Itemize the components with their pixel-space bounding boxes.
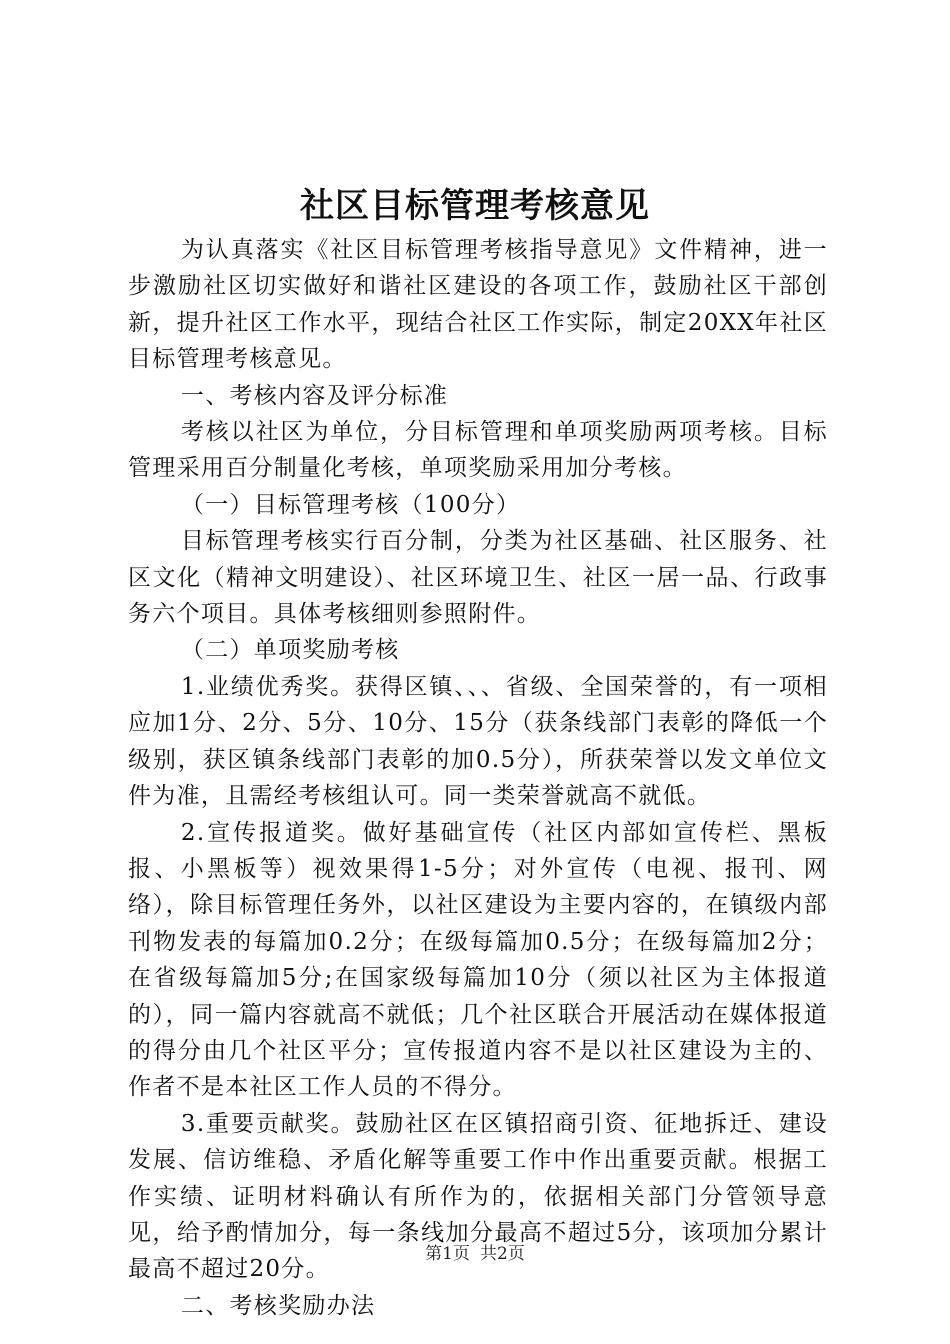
page-footer [0, 1242, 950, 1266]
section-heading-1: 一、考核内容及评分标准 [180, 382, 449, 409]
subsection-heading-1: （一）目标管理考核（100分） [180, 491, 521, 518]
page-number-total: 共2页 [480, 1244, 525, 1264]
paragraph-target-management: 目标管理考核实行百分制，分类为社区基础、社区服务、社区文化（精神文明建设）、社区环境卫生、社区一居一品、行政事务六个项目。具体考核细则参照附件。 [128, 528, 828, 628]
page-number-current: 第1页 [425, 1244, 470, 1264]
paragraph-award-publicity: 2.宣传报道奖。做好基础宣传（社区内部如宣传栏、黑板报、小黑板等）视效果得1-5分；对外宣传（电视、报刊、网络），除目标管理任务外，以社区建设为主要内容的，在镇级内部刊物发表的每篇加0.2分；在级每篇加0.5分；在级每篇加2分；在省级每篇加5分;在国家级每篇加10分（须以社区为主体报道的），同一篇内容就高不就低；几个社区联合开展活动在媒体报道的得分由几个社区平分；宣传报道内容不是以社区建设为主的、作者不是本社区工作人员的不得分。 [128, 819, 828, 1101]
paragraph-assessment-scope: 考核以社区为单位，分目标管理和单项奖励两项考核。目标管理采用百分制量化考核，单项奖励采用加分考核。 [128, 419, 828, 482]
subsection-heading-2: （二）单项奖励考核 [180, 637, 400, 664]
section-heading-2: 二、考核奖励办法 [180, 1292, 376, 1319]
document-title: 社区目标管理考核意见 [300, 186, 650, 226]
document-body [128, 232, 828, 1324]
paragraph-intro: 为认真落实《社区目标管理考核指导意见》文件精神，进一步激励社区切实做好和谐社区建设的各项工作，鼓励社区干部创新，提升社区工作水平，现结合社区工作实际，制定20XX年社区目标管理考核意见。 [128, 237, 828, 373]
paragraph-award-performance: 1.业绩优秀奖。获得区镇、、、省级、全国荣誉的，有一项相应加1分、2分、5分、10分、15分（获条线部门表彰的降低一个级别，获区镇条线部门表彰的加0.5分），所获荣誉以发文单位文件为准，且需经考核组认可。同一类荣誉就高不就低。 [128, 673, 828, 810]
paragraph-award-contribution: 3.重要贡献奖。鼓励社区在区镇招商引资、征地拆迁、建设发展、信访维稳、矛盾化解等重要工作中作出重要贡献。根据工作实绩、证明材料确认有所作为的，依据相关部门分管领导意见，给予酌情加分，每一条线加分最高不超过5分，该项加分累计最高不超过20分。 [128, 1110, 828, 1283]
